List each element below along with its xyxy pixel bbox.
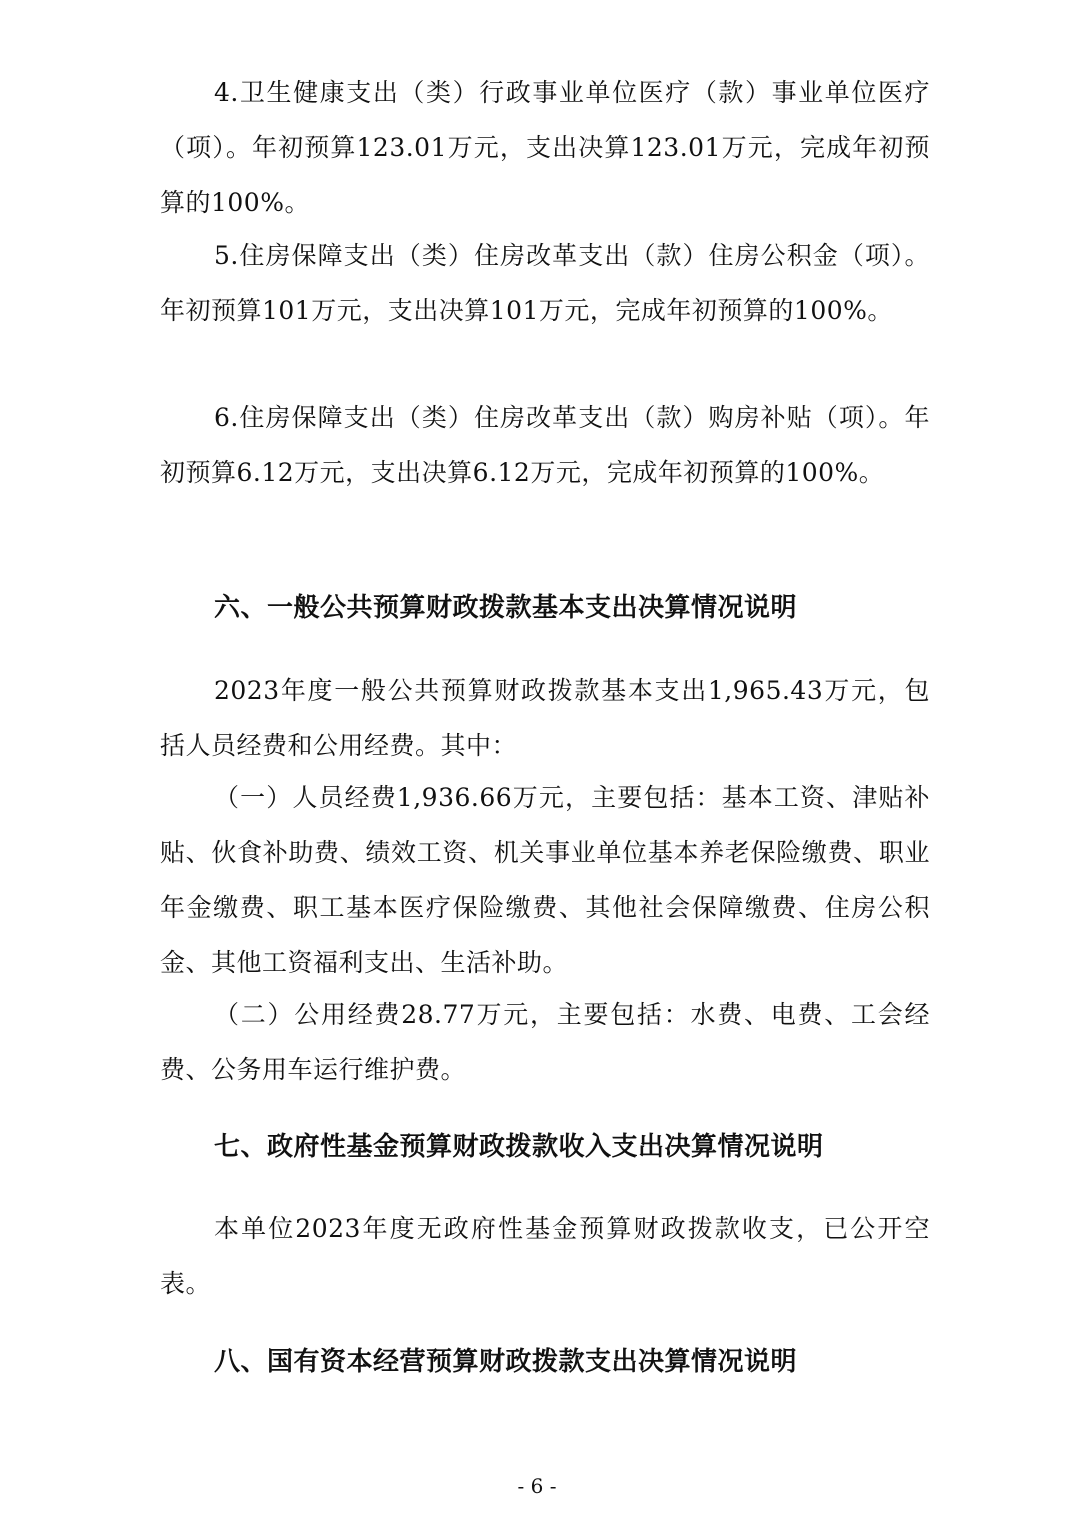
paragraph-housing-provident-fund: 5.住房保障支出（类）住房改革支出（款）住房公积金（项）。年初预算101万元，支出决算101万元，完成年初预算的100%。 <box>160 241 930 325</box>
paragraph-basic-expenditure-intro: 2023年度一般公共预算财政拨款基本支出1,965.43万元，包括人员经费和公用经费。其中： <box>160 676 930 760</box>
page-number: - 6 - <box>517 1474 557 1498</box>
paragraph-public-expenses: （二）公用经费28.77万元，主要包括：水费、电费、工会经费、公务用车运行维护费。 <box>160 1000 930 1084</box>
paragraph-personnel-expenses: （一）人员经费1,936.66万元，主要包括：基本工资、津贴补贴、伙食补助费、绩效工资、机关事业单位基本养老保险缴费、职业年金缴费、职工基本医疗保险缴费、其他社会保障缴费、住房公积金、其他工资福利支出、生活补助。 <box>160 783 930 977</box>
paragraph-housing-subsidy: 6.住房保障支出（类）住房改革支出（款）购房补贴（项）。年初预算6.12万元，支出决算6.12万元，完成年初预算的100%。 <box>160 403 930 487</box>
heading-section-8: 八、国有资本经营预算财政拨款支出决算情况说明 <box>214 1347 798 1377</box>
paragraph-health-expenditure: 4.卫生健康支出（类）行政事业单位医疗（款）事业单位医疗（项）。年初预算123.01万元，支出决算123.01万元，完成年初预算的100%。 <box>160 78 930 217</box>
paragraph-government-fund: 本单位2023年度无政府性基金预算财政拨款收支，已公开空表。 <box>160 1214 930 1298</box>
heading-section-7: 七、政府性基金预算财政拨款收入支出决算情况说明 <box>214 1132 824 1162</box>
heading-section-6: 六、一般公共预算财政拨款基本支出决算情况说明 <box>214 593 798 623</box>
